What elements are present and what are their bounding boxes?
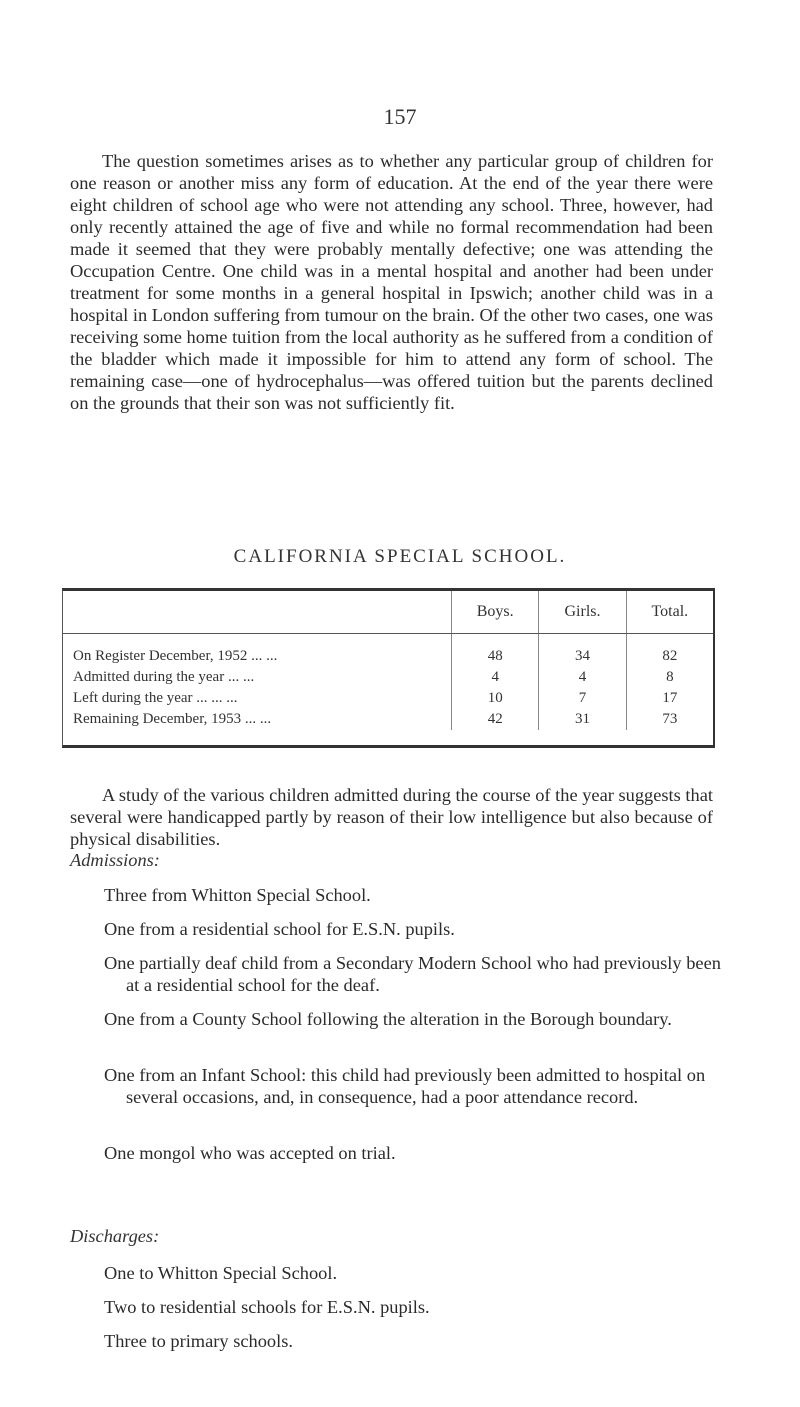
row-boys: 10 (452, 688, 539, 709)
row-girls: 7 (539, 688, 626, 709)
admission-item: Three from Whitton Special School. (104, 885, 371, 905)
discharge-item: Two to residential schools for E.S.N. pupils. (104, 1297, 430, 1317)
table-header-boys: Boys. (452, 591, 539, 634)
admission-item: One from a County School following the alteration in the Borough boundary. (104, 1009, 672, 1029)
admission-item: One from an Infant School: this child had previously been admitted to hospital on several occasions, and, in consequence, had a poor attendance record. (104, 1065, 706, 1107)
row-total: 17 (626, 688, 713, 709)
row-boys: 42 (452, 709, 539, 730)
row-girls: 4 (539, 667, 626, 688)
row-label: Admitted during the year ... ... (73, 669, 255, 685)
discharges-heading: Discharges: (70, 1226, 160, 1246)
admission-item: One mongol who was accepted on trial. (104, 1143, 396, 1163)
table-row (63, 709, 713, 730)
admission-item: One from a residential school for E.S.N. pupils. (104, 919, 455, 939)
study-paragraph: A study of the various children admitted during the course of the year suggests that several were handicapped partly by reason of their low intelligence but also because of physical disabilities. (70, 785, 713, 849)
admissions-heading: Admissions: (70, 850, 160, 870)
row-boys: 48 (452, 634, 539, 668)
table-header-girls: Girls. (539, 591, 626, 634)
row-total: 73 (626, 709, 713, 730)
section-title: CALIFORNIA SPECIAL SCHOOL. (233, 546, 567, 567)
row-total: 8 (626, 667, 713, 688)
row-label: On Register December, 1952 ... ... (73, 648, 278, 664)
page-number: 157 (383, 104, 417, 129)
row-girls: 34 (539, 634, 626, 668)
admission-item: One partially deaf child from a Secondary Modern School who had previously been at a residential school for the deaf. (104, 953, 721, 995)
intro-paragraph: The question sometimes arises as to whether any particular group of children for one reason or another miss any form of education. At the end of the year there were eight children of school age who were not attending any school. Three, however, had only recently attained the age of five and while no formal recommendation had been made it seemed that they were probably mentally defective; one was attending the Occupation Centre. One child was in a mental hospital and another had been under treatment for some months in a general hospital in Ipswich; another child was in a hospital in London suffering from tumour on the brain. Of the other two cases, one was receiving some home tuition from the local authority as he suffered from a condition of the bladder which made it impossible for him to attend any form of school. The remaining case—one of hydrocephalus—was offered tuition but the parents declined on the grounds that their son was not sufficiently fit. (70, 151, 713, 413)
row-label: Left during the year ... ... ... (73, 690, 238, 706)
table-row (63, 634, 713, 668)
row-boys: 4 (452, 667, 539, 688)
row-girls: 31 (539, 709, 626, 730)
row-total: 82 (626, 634, 713, 668)
table-row (63, 688, 713, 709)
table-header-row (63, 591, 713, 634)
table-row (63, 667, 713, 688)
discharge-item: Three to primary schools. (104, 1331, 293, 1351)
table-header-label (63, 591, 452, 634)
school-register-table (62, 588, 715, 748)
table-header-total: Total. (626, 591, 713, 634)
row-label: Remaining December, 1953 ... ... (73, 711, 272, 727)
discharge-item: One to Whitton Special School. (104, 1263, 338, 1283)
